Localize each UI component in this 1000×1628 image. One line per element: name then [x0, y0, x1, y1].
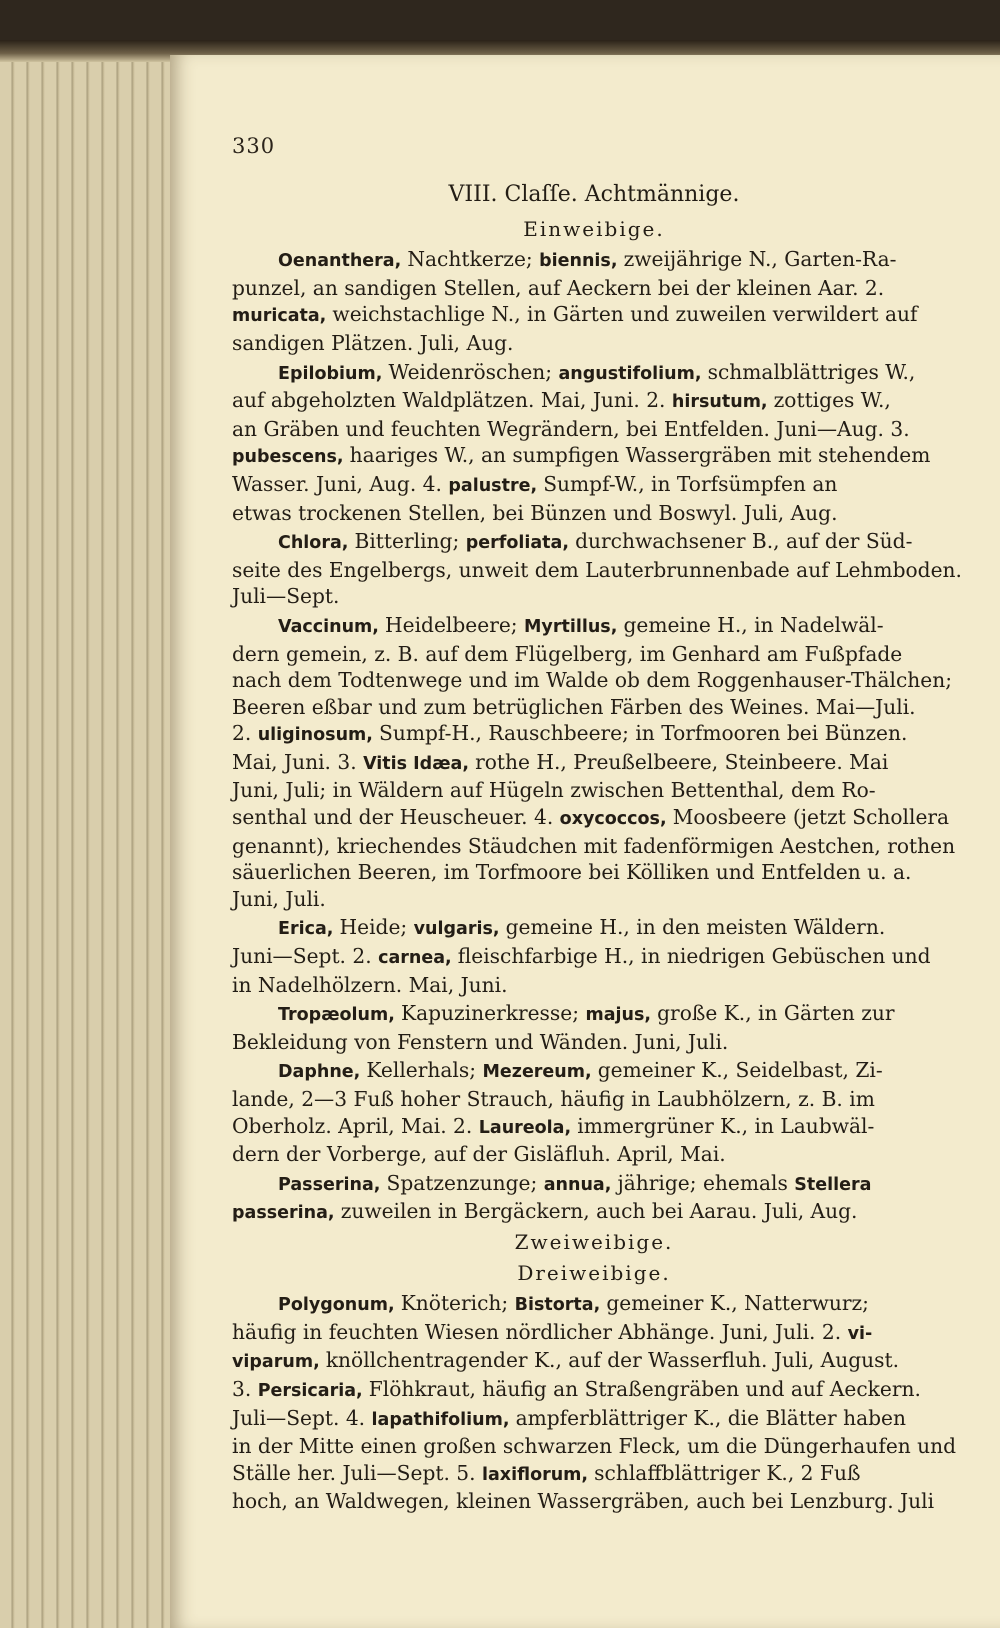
section-subheading: Zweiweibige. [514, 1229, 674, 1254]
text-line [232, 1405, 956, 1434]
text-run: an Gräben und feuchten Wegrändern, bei Entfelden. Juni—Aug. 3. [232, 416, 910, 441]
text-line [232, 275, 956, 302]
genus-entry [232, 1000, 956, 1055]
text-line [232, 943, 956, 972]
text-line [232, 528, 956, 557]
latin-name: Myrtillus, [524, 616, 624, 637]
text-line [232, 1029, 956, 1056]
genus-entry [232, 612, 956, 913]
text-run: Spatzenzunge; [386, 1170, 544, 1195]
latin-name: vi- [847, 1323, 873, 1344]
text-line [232, 749, 956, 778]
text-line [232, 1319, 956, 1348]
text-run: Heide; [339, 915, 414, 940]
genus-entry [232, 359, 956, 527]
text-line [232, 557, 962, 584]
text-run: jährige; ehemals [617, 1170, 795, 1195]
latin-name: Epilobium, [278, 363, 389, 384]
text-run: seite des Engelbergs, unweit dem Lauterbrunnenbade auf Lehmboden. [232, 557, 962, 582]
text-run: Ställe her. Juli—Sept. 5. [232, 1460, 482, 1485]
sections [232, 216, 962, 1515]
text-line [232, 1347, 956, 1376]
text-line [232, 720, 956, 749]
text-run: Juli—Sept. 4. [232, 1405, 372, 1430]
latin-name: passerina, [232, 1203, 341, 1224]
latin-name: Vaccinum, [278, 616, 386, 637]
text-line [232, 500, 956, 527]
text-line [232, 777, 956, 804]
text-run: haariges W., an sumpfigen Wassergräben mit stehendem [349, 443, 931, 468]
text-line [232, 1141, 956, 1168]
text-run: knöllchentragender K., auf der Wasserfluh. Juli, August. [325, 1348, 900, 1373]
text-line [232, 1198, 956, 1227]
latin-name: Stellera [794, 1174, 872, 1195]
text-line [232, 972, 956, 999]
text-run: Juli—Sept. [232, 584, 340, 609]
text-run: in der Mitte einen großen schwarzen Fleck, um die Düngerhaufen und [232, 1434, 957, 1459]
latin-name: lapathifolium, [371, 1409, 516, 1430]
text-run: gemeiner K., Natterwurz; [606, 1291, 869, 1316]
text-run: Nachtkerze; [407, 247, 540, 272]
text-run: große K., in Gärten zur [657, 1001, 895, 1026]
text-run: hoch, an Waldwegen, kleinen Wassergräben, auch bei Lenzburg. Juli [232, 1489, 935, 1514]
text-run: etwas trockenen Stellen, bei Bünzen und Boswyl. Juli, Aug. [232, 500, 838, 525]
text-run: 3. [232, 1376, 258, 1401]
text-run: Knöterich; [400, 1291, 515, 1316]
text-run: sandigen Plätzen. Juli, Aug. [232, 330, 514, 355]
text-line [232, 301, 956, 330]
text-run: Beeren eßbar und zum betrüglichen Färben des Weines. Mai—Juli. [232, 694, 916, 719]
text-run: lande, 2—3 Fuß hoher Strauch, häufig in Laubhölzern, z. B. im [232, 1087, 875, 1111]
latin-name: Polygonum, [278, 1295, 401, 1316]
latin-name: laxiflorum, [482, 1464, 595, 1485]
book-page-edges [0, 40, 178, 1628]
text-line [232, 1376, 956, 1405]
text-run: schlaffblättriger K., 2 Fuß [594, 1460, 861, 1485]
text-line [232, 1086, 956, 1113]
latin-name: viparum, [232, 1352, 326, 1373]
text-run: auf abgeholzten Waldplätzen. Mai, Juni. 2. [232, 388, 672, 413]
text-run: Bitterling; [354, 529, 466, 554]
genus-entry [232, 246, 956, 356]
text-line [232, 859, 956, 886]
text-run: Wasser. Juni, Aug. 4. [232, 471, 449, 496]
latin-name: carnea, [378, 948, 458, 969]
text-line [232, 583, 956, 610]
text-line [232, 804, 956, 833]
latin-name: biennis, [539, 251, 624, 272]
text-run: zweijährige N., Garten-Ra- [623, 247, 897, 272]
text-run: 2. [232, 721, 258, 746]
latin-name: annua, [543, 1174, 618, 1195]
latin-name: oxycoccos, [559, 809, 673, 830]
text-run: Kapuzinerkresse; [401, 1001, 586, 1026]
text-run: schmalblättriges W., [707, 359, 916, 384]
text-run: Bekleidung von Fenstern und Wänden. Juni, Juli. [232, 1029, 729, 1054]
text-run: immergrüner K., in Laubwäl- [577, 1113, 875, 1138]
text-line [232, 387, 956, 416]
text-run: rothe H., Preußelbeere, Steinbeere. Mai [475, 749, 889, 774]
text-line [232, 694, 956, 721]
latin-name: vulgaris, [413, 919, 506, 940]
latin-name: Bistorta, [514, 1295, 607, 1316]
text-run: punzel, an sandigen Stellen, auf Aeckern bei der kleinen Aar. 2. [232, 275, 885, 300]
text-line [232, 246, 956, 275]
latin-name: angustifolium, [558, 363, 708, 384]
text-line [232, 1290, 956, 1319]
text-run: Kellerhals; [366, 1058, 483, 1083]
latin-name: uliginosum, [257, 725, 379, 746]
text-run: Juni, Juli. [232, 886, 326, 911]
latin-name: pubescens, [232, 447, 350, 468]
latin-name: Tropæolum, [278, 1005, 401, 1026]
text-line [232, 442, 956, 471]
latin-name: Persicaria, [257, 1380, 369, 1401]
text-line [232, 1057, 956, 1086]
latin-name: hirsutum, [671, 392, 774, 413]
genus-entry [232, 1290, 956, 1515]
genus-entry [232, 1170, 956, 1227]
text-run: senthal und der Heuscheuer. 4. [232, 805, 560, 830]
text-run: fleischfarbige H., in niedrigen Gebüschen und [457, 944, 931, 969]
latin-name: muricata, [232, 306, 333, 327]
text-run: häufig in feuchten Wiesen nördlicher Abhänge. Juni, Juli. 2. [232, 1319, 848, 1344]
text-run: Mai, Juni. 3. [232, 749, 364, 774]
text-line [232, 1488, 956, 1515]
text-line [232, 416, 956, 443]
text-run: Moosbeere (jetzt Schollera [672, 805, 950, 830]
genus-entry [232, 1057, 956, 1167]
text-run: Flöhkraut, häufig an Straßengräben und auf Aeckern. [368, 1376, 921, 1401]
text-run: säuerlichen Beeren, im Torfmoore bei Kölliken und Entfelden u. a. [232, 860, 912, 885]
text-run: dern der Vorberge, auf der Gisläfluh. April, Mai. [232, 1142, 726, 1167]
text-run: gemeiner K., Seidelbast, Zi- [597, 1058, 883, 1083]
text-line [232, 612, 956, 641]
text-line [232, 330, 956, 357]
page-text [232, 182, 962, 1517]
text-run: Heidelbeere; [385, 612, 525, 637]
text-line [232, 471, 956, 500]
latin-name: Mezereum, [482, 1062, 598, 1083]
latin-name: Erica, [278, 919, 340, 940]
text-run: Juni—Sept. 2. [232, 944, 379, 969]
text-line [232, 1460, 956, 1489]
latin-name: Passerina, [278, 1174, 387, 1195]
text-line [232, 1113, 956, 1142]
text-run: gemeine H., in den meisten Wäldern. [505, 915, 886, 940]
section-subheading: Dreiweibige. [517, 1260, 671, 1285]
latin-name: Vitis Idæa, [363, 753, 476, 774]
latin-name: Chlora, [278, 533, 355, 554]
text-line [232, 667, 956, 694]
class-heading: VIII. Claſſe. Achtmännige. [448, 182, 740, 207]
text-line [232, 914, 956, 943]
text-run: zottiges W., [773, 388, 891, 413]
text-run: genannt), kriechendes Stäudchen mit fadenförmigen Aestchen, rothen [232, 833, 956, 858]
latin-name: perfoliata, [465, 533, 576, 554]
text-run: ampferblättriger K., die Blätter haben [515, 1405, 906, 1430]
genus-entry [232, 528, 962, 610]
text-run: dern gemein, z. B. auf dem Flügelberg, im Genhard am Fußpfade [232, 641, 903, 666]
text-run: Weidenröschen; [388, 359, 559, 384]
text-run: Juni, Juli; in Wäldern auf Hügeln zwischen Bettenthal, dem Ro- [232, 778, 876, 803]
text-run: durchwachsener B., auf der Süd- [575, 529, 913, 554]
text-line [232, 1170, 956, 1199]
latin-name: Oenanthera, [278, 251, 408, 272]
text-run: zuweilen in Bergäckern, auch bei Aarau. Juli, Aug. [340, 1199, 858, 1224]
text-line [232, 359, 956, 388]
text-line [232, 886, 956, 913]
genus-entry [232, 914, 956, 998]
text-run: Oberholz. April, Mai. 2. [232, 1113, 479, 1138]
text-run: Sumpf-W., in Torfsümpfen an [543, 471, 838, 496]
text-line [232, 833, 956, 860]
text-run: gemeine H., in Nadelwäl- [623, 612, 884, 637]
page-number: 330 [232, 134, 276, 158]
latin-name: Laureola, [478, 1117, 578, 1138]
latin-name: palustre, [448, 475, 544, 496]
text-line [232, 1433, 956, 1460]
section-subheading: Einweibige. [523, 216, 665, 241]
latin-name: Daphne, [278, 1062, 367, 1083]
text-run: Sumpf-H., Rauschbeere; in Torfmooren bei Bünzen. [379, 721, 908, 746]
text-line [232, 1000, 956, 1029]
latin-name: majus, [585, 1005, 658, 1026]
text-run: in Nadelhölzern. Mai, Juni. [232, 972, 508, 997]
text-run: nach dem Todtenwege und im Walde ob dem Roggenhauser-Thälchen; [232, 668, 953, 693]
text-run: weichstachlige N., in Gärten und zuweilen verwildert auf [332, 302, 918, 327]
text-line [232, 641, 956, 668]
